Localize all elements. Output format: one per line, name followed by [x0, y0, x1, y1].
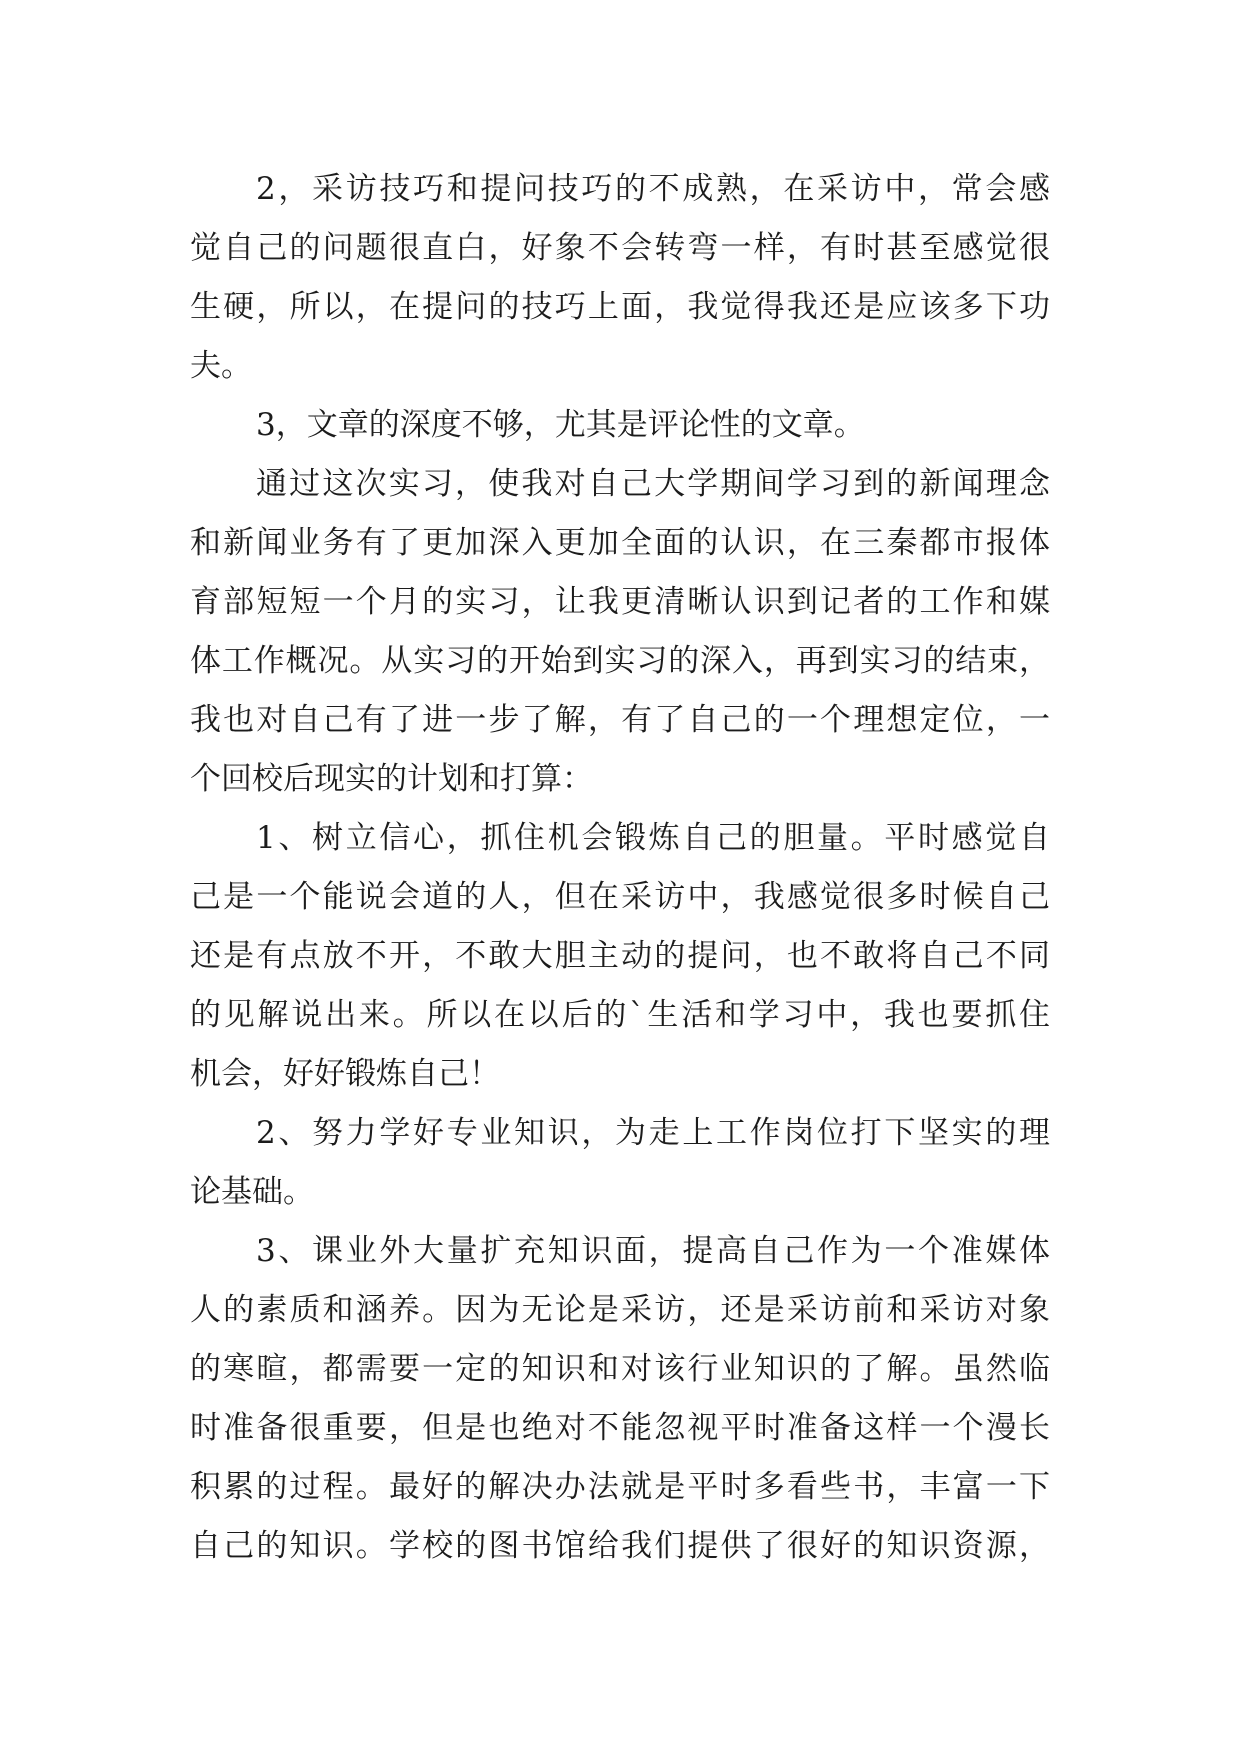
paragraph-line: 自己的知识。学校的图书馆给我们提供了很好的知识资源， [190, 1528, 1050, 1564]
paragraph-line: 还是有点放不开，不敢大胆主动的提问，也不敢将自己不同 [190, 938, 1050, 974]
paragraph-line: 3，文章的深度不够，尤其是评论性的文章。 [256, 407, 865, 443]
paragraph-line: 2、努力学好专业知识，为走上工作岗位打下坚实的理 [256, 1115, 1050, 1151]
paragraph-line: 人的素质和涵养。因为无论是采访，还是采访前和采访对象 [190, 1292, 1050, 1328]
paragraph-line: 和新闻业务有了更加深入更加全面的认识，在三秦都市报体 [190, 525, 1050, 561]
paragraph-line: 论基础。 [190, 1174, 314, 1210]
paragraph-line: 机会，好好锻炼自己！ [190, 1056, 500, 1092]
paragraph-line: 体工作概况。从实习的开始到实习的深入，再到实习的结束， [190, 643, 1050, 679]
paragraph-line: 通过这次实习，使我对自己大学期间学习到的新闻理念 [256, 466, 1050, 502]
paragraph-line: 生硬，所以，在提问的技巧上面，我觉得我还是应该多下功 [190, 289, 1050, 325]
paragraph-line: 个回校后现实的计划和打算： [190, 761, 593, 797]
paragraph-line: 己是一个能说会道的人，但在采访中，我感觉很多时候自己 [190, 879, 1050, 915]
paragraph-line: 育部短短一个月的实习，让我更清晰认识到记者的工作和媒 [190, 584, 1050, 620]
paragraph-line: 的寒暄，都需要一定的知识和对该行业知识的了解。虽然临 [190, 1351, 1050, 1387]
paragraph-line: 觉自己的问题很直白，好象不会转弯一样，有时甚至感觉很 [190, 230, 1050, 266]
paragraph-line: 夫。 [190, 348, 252, 384]
paragraph-line: 的见解说出来。所以在以后的`生活和学习中，我也要抓住 [190, 997, 1050, 1033]
paragraph-line: 积累的过程。最好的解决办法就是平时多看些书，丰富一下 [190, 1469, 1050, 1505]
paragraph-line: 我也对自己有了进一步了解，有了自己的一个理想定位，一 [190, 702, 1050, 738]
paragraph-line: 时准备很重要，但是也绝对不能忽视平时准备这样一个漫长 [190, 1410, 1050, 1446]
paragraph-line: 1、树立信心，抓住机会锻炼自己的胆量。平时感觉自 [256, 820, 1050, 856]
paragraph-line: 3、课业外大量扩充知识面，提高自己作为一个准媒体 [256, 1233, 1050, 1269]
paragraph-line: 2，采访技巧和提问技巧的不成熟，在采访中，常会感 [256, 171, 1050, 207]
document-body [190, 160, 1050, 1576]
